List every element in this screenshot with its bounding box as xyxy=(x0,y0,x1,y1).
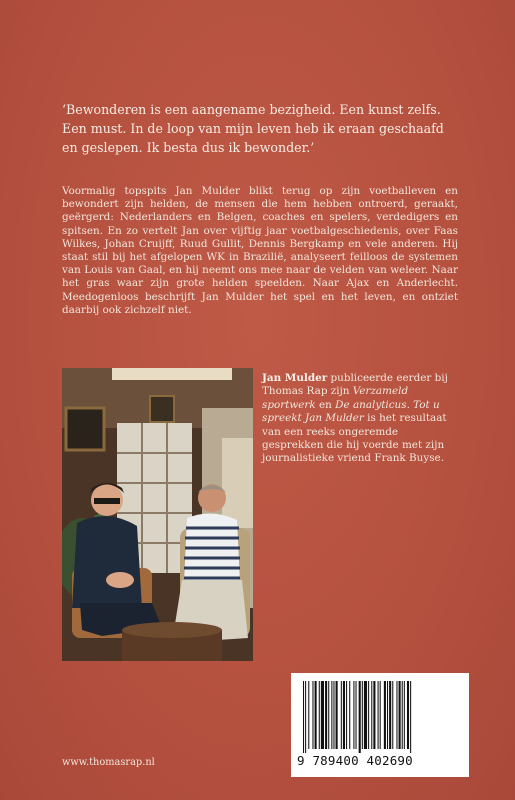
book-title: De analyticus xyxy=(335,398,407,411)
isbn-barcode xyxy=(291,673,469,777)
publisher-website: www.thomasrap.nl xyxy=(62,757,155,768)
author-name: Jan Mulder xyxy=(262,372,328,384)
book-title: Tot u spreekt Jan Mulder xyxy=(262,398,440,425)
book-description: Voormalig topspits Jan Mulder blikt terug op zijn voetballeven en bewondert zijn helden, de mensen die hem hebben ontroerd, geraakt, geërgerd: Nederlanders en Belgen, coaches en spelers, verdedigers en spitsen. En zo vertelt Jan over vijftig jaar voetbalgeschiedenis, over Faas Wilkes, Johan Cruijff, Ruud Gullit, Dennis Bergkamp en vele anderen. Hij staat stil bij het afgelopen WK in Brazilië, analyseert feilloos de systemen van Louis van Gaal, en hij neemt ons mee naar de velden van weleer. Naar het gras waar zijn grote helden speelden. Naar Ajax en Anderlecht. Meedogenloos beschrijft Jan Mulder het spel en het leven, en ontziet daarbij ook zichzelf niet. xyxy=(62,185,458,316)
book-title: Verzameld sportwerk xyxy=(262,385,409,411)
barcode-bars xyxy=(301,681,459,753)
cover-quote: ‘Bewonderen is een aangename bezigheid. Een kunst zelfs. Een must. In de loop van mijn leven heb ik eraan geschaafd en geslepen. Ik besta dus ik bewonder.’ xyxy=(62,102,444,155)
isbn-number: 9 789400 402690 xyxy=(297,753,413,768)
author-photo xyxy=(62,368,253,661)
author-bio: Jan Mulder publiceerde eerder bij Thomas Rap zijn Verzameld sportwerk en De analyticus. Tot u spreekt Jan Mulder is het resultaat van een reeks ongeremde gesprekken die hij voerde met zijn journalistieke vriend Frank Buyse. xyxy=(262,372,448,465)
